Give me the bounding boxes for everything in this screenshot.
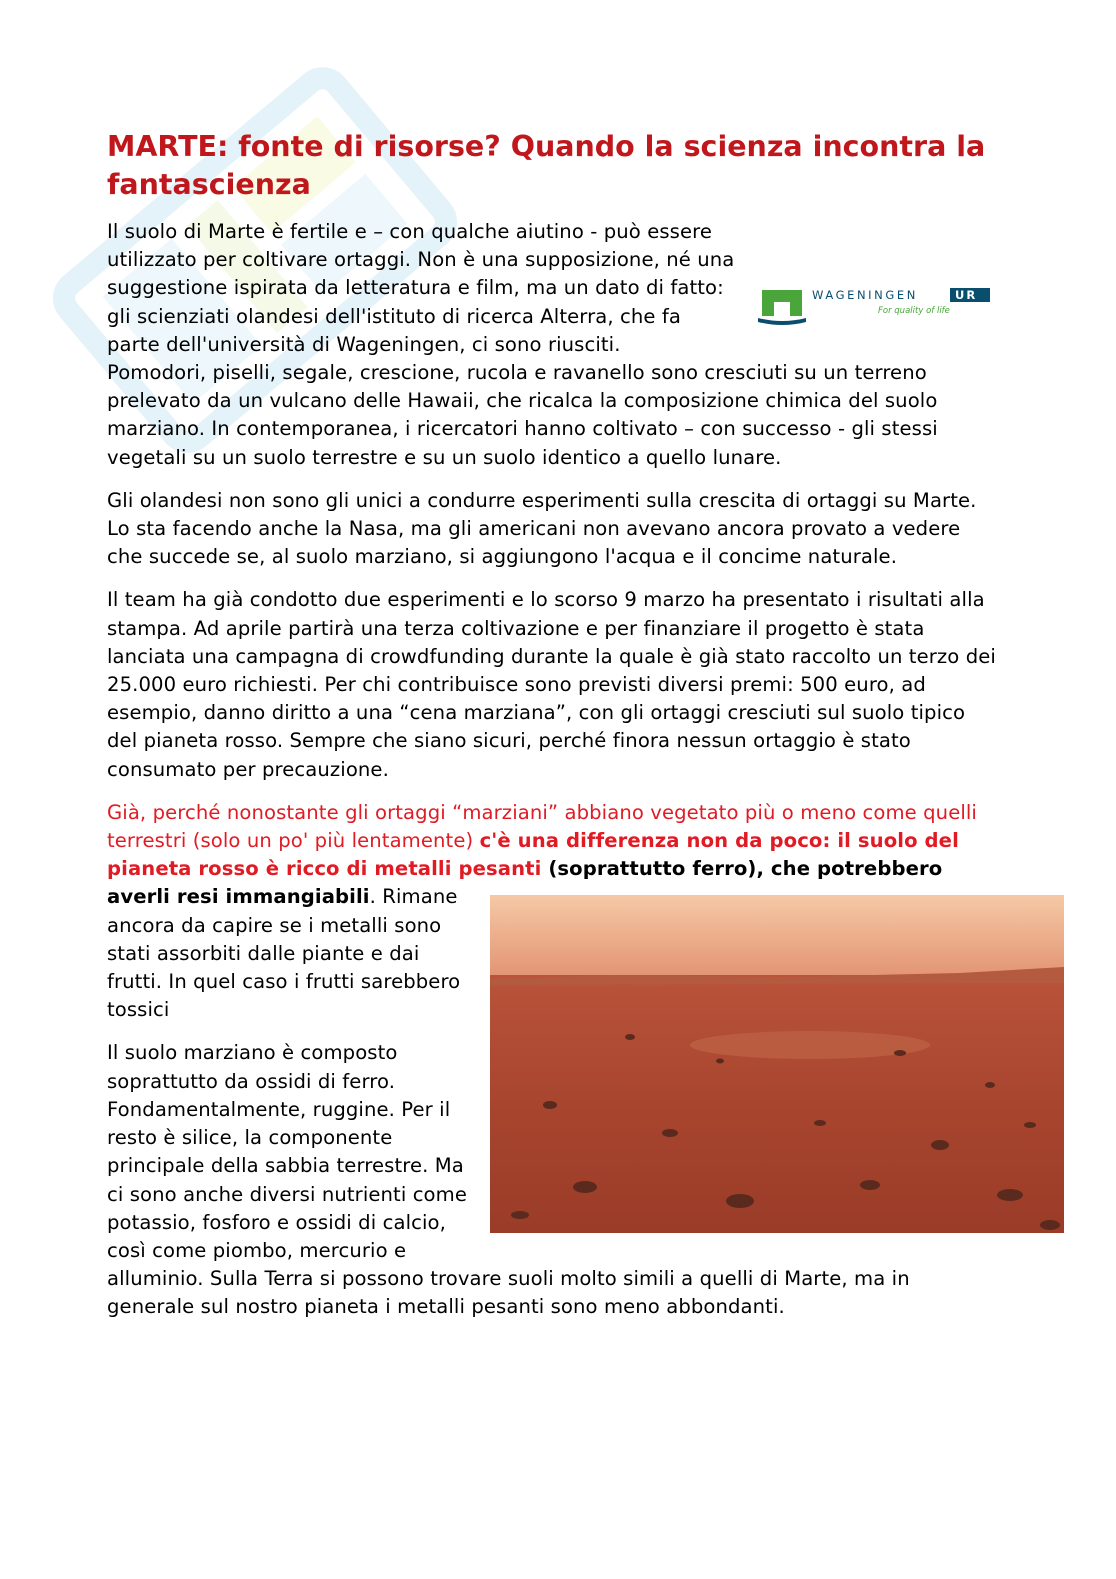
metals-highlight-text: c'è una differenza non da poco: il suolo del pianeta rosso è ricco di metalli pesanti <box>107 829 959 881</box>
paragraph-soil: Il suolo marziano è composto soprattutto da ossidi di ferro. Fondamentalmente, ruggine. Per il resto è silice, la componente principale della sabbia terrestre. Ma ci sono anche diversi nutrienti come potassio, fosforo e ossidi di calcio, così come piombo, mercurio e alluminio. Sulla Terra si possono trovare suoli molto simili a quelli di Marte, ma in generale sul nostro pianeta i metalli pesanti sono meno abbondanti. <box>107 1041 910 1319</box>
paragraph-nasa: Gli olandesi non sono gli unici a condurre esperimenti sulla crescita di ortaggi su Marte. Lo sta facendo anche la Nasa, ma gli americani non avevano ancora provato a vedere che succede se, al suolo marziano, si aggiungono l'acqua e il concime naturale. <box>107 488 977 569</box>
metals-rest-text: . Rimane ancora da capire se i metalli sono stati assorbiti dalle piante e dai frutti. In quel caso i frutti sarebbero tossici <box>107 885 461 1022</box>
logo-name: WAGENINGEN <box>812 288 918 302</box>
paragraph-metals <box>107 799 999 1025</box>
wageningen-ur-logo-icon <box>754 282 994 328</box>
paragraph-team: Il team ha già condotto due esperimenti e lo scorso 9 marzo ha presentato i risultati alla stampa. Ad aprile partirà una terza coltivazione e per finanziare il progetto è stata lanciata una campagna di crowdfunding durante la quale è già stato raccolto un terzo dei 25.000 euro richiesti. Per chi contribuisce sono previsti diversi premi: 500 euro, ad esempio, danno diritto a una “cena marziana”, con gli ortaggi cresciuti sul suolo tipico del pianeta rosso. Sempre che siano sicuri, perché finora nessun ortaggio è stato consumato per precauzione. <box>107 588 996 781</box>
mars-surface-photo <box>490 895 1064 1233</box>
document-page <box>107 128 999 1337</box>
page-title: MARTE: fonte di risorse? Quando la scienza incontra la fantascienza <box>107 130 986 201</box>
paragraph-crops: Pomodori, piselli, segale, crescione, rucola e ravanello sono cresciuti su un terreno prelevato da un vulcano delle Hawaii, che ricalca la composizione chimica del suolo marziano. In contemporanea, i ricercatori hanno coltivato – con successo - gli stessi vegetali su un suolo terrestre e su un suolo identico a quello lunare. <box>107 361 938 469</box>
paragraph-intro: Il suolo di Marte è fertile e – con qualche aiutino - può essere utilizzato per coltivare ortaggi. Non è una supposizione, né una suggestione ispirata da letteratura e film, ma un dato di fatto: gli scienziati olandesi dell'istituto di ricerca Alterra, che fa parte dell'università di Wageningen, ci sono riusciti. <box>107 220 735 356</box>
metals-bold-text: (soprattutto ferro), che potrebbero averli resi immangiabili <box>107 857 943 909</box>
logo-tagline: For quality of life <box>878 306 950 316</box>
logo-suffix: UR <box>955 288 978 302</box>
metals-intro-text: Già, perché nonostante gli ortaggi “marziani” abbiano vegetato più o meno come quelli terrestri (solo un po' più lentamente) <box>107 800 977 853</box>
